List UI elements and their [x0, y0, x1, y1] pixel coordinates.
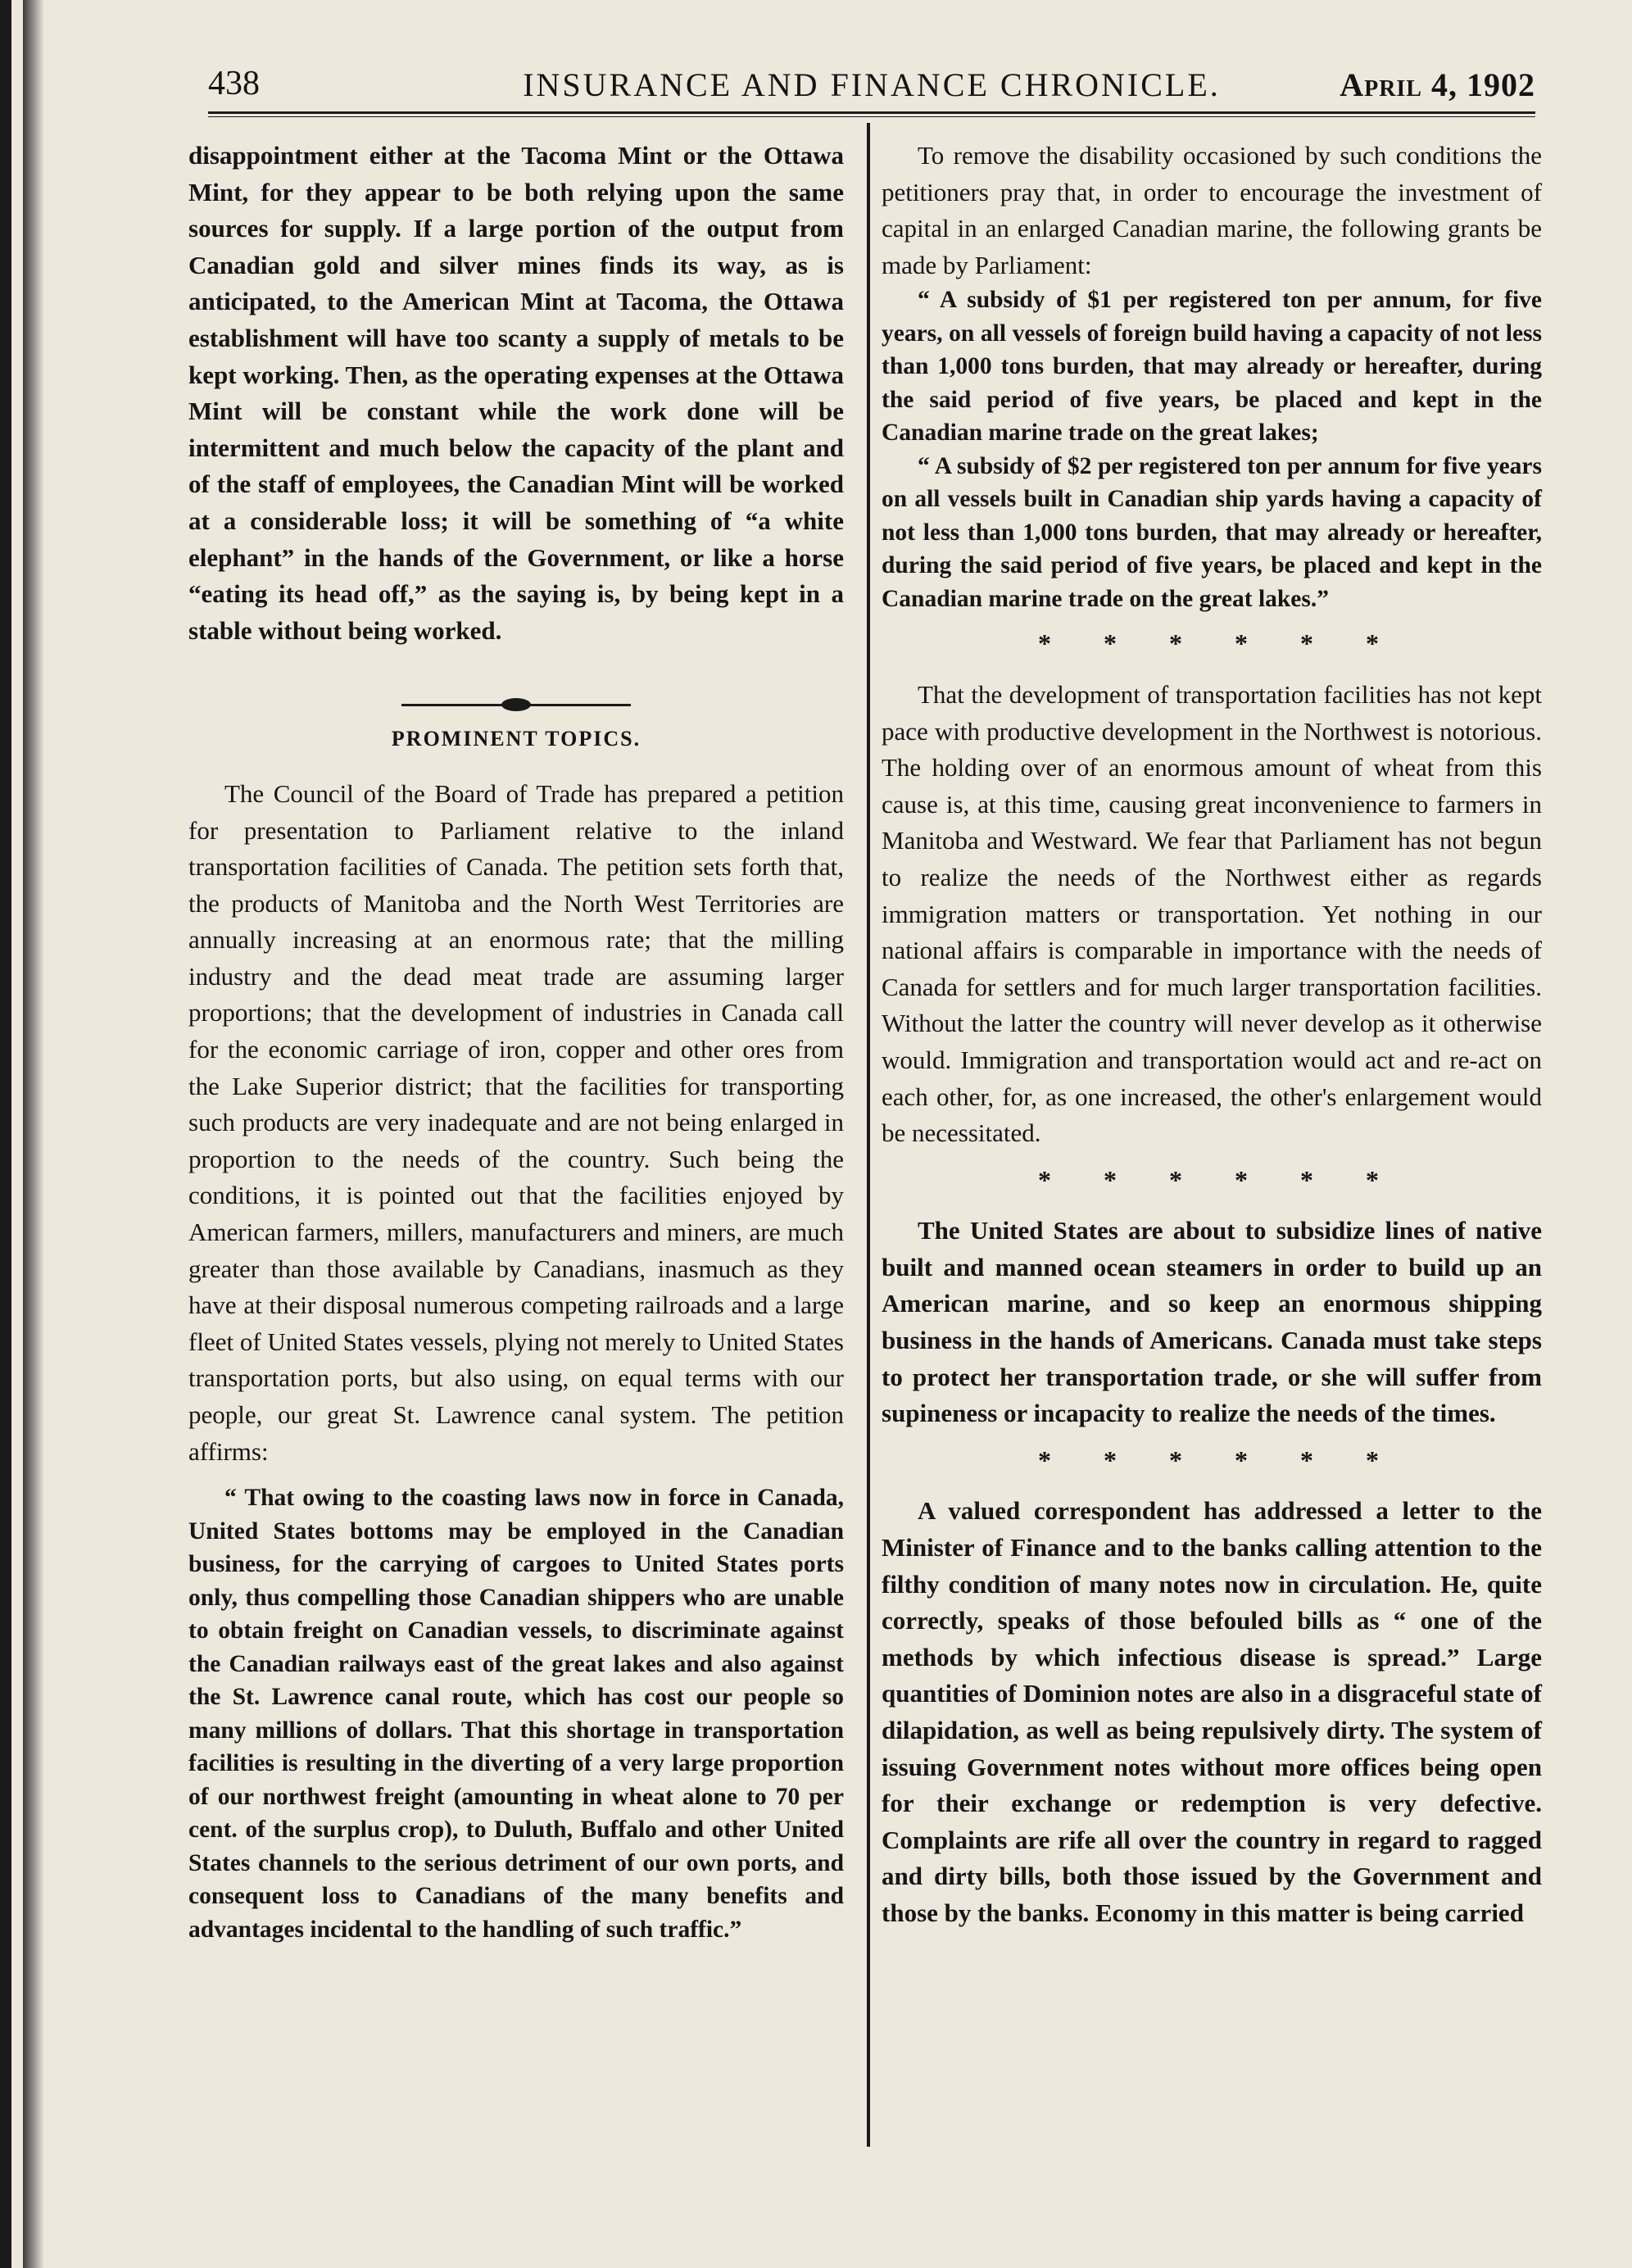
paragraph-gap — [188, 1470, 844, 1481]
petition-intro-paragraph: The Council of the Board of Trade has prepared a petition for presentation to Parliament relative to the inland transportation facilities of Canada. The petition sets forth that, the products of Manitoba and the North West Territories are annually increasing at an enormous rate; that the milling industry and the dead meat trade are assuming larger proportions; that the development of industries in Canada call for the economic carriage of iron, copper and other ores from the Lake Superior district; that the facilities for transporting such products are very inadequate and are not being enlarged in proportion to the needs of the country. Such being the conditions, it is pointed out that the facilities enjoyed by American farmers, millers, manufacturers and miners, are much greater than those available by Canadians, inasmuch as they have at their disposal numerous competing railroads and a large fleet of United States vessels, plying not merely to United States transportation ports, but also using, on equal terms with our people, our great St. Lawrence canal system. The petition affirms: — [188, 778, 844, 1466]
running-title: INSURANCE AND FINANCE CHRONICLE. — [523, 66, 1221, 103]
section-separator: * * * * * * — [1038, 1445, 1385, 1475]
northwest-paragraph: That the development of transportation facilities has not kept pace with productive development in the Northwest is notorious. The holding over of an enormous amount of wheat from this cause is, at this time, causing great inconvenience to farmers in Manitoba and Westward. We fear that Parliament has not begun to realize the needs of the Northwest either as regards immigration matters or transportation. Yet nothing in our national affairs is comparable in importance with the needs of Canada for settlers and for much larger transportation facilities. Without the latter the country will never develop as it otherwise would. Immigration and transportation would act and re-act on each other, for, as one increased, the other's enlargement would be necessitated. — [882, 679, 1542, 1148]
page-header — [208, 64, 1535, 113]
left-column — [188, 138, 844, 1946]
grant-two-quote: “ A subsidy of $2 per registered ton per annum for five years on all vessels built in Canadian ship yards having a capacity of not less than 1,000 tons burden, that may already or hereafter, during the said period of five years, be placed and kept in the Canadian marine trade on the great lakes.” — [882, 452, 1542, 612]
grants-intro-paragraph: To remove the disability occasioned by such conditions the petitioners pray that, in order to encourage the investment of capital in an enlarged Canadian marine, the following grants be made by Parliament: — [882, 141, 1542, 279]
right-column — [882, 138, 1542, 1932]
united-states-paragraph: The United States are about to subsidize lines of native built and manned ocean steamers in order to build up an American marine, and so keep an enormous shipping business in the hands of Americans. Canada must take steps to protect her transportation trade, or she will suffer from supineness or incapacity to realize the needs of the times. — [882, 1216, 1542, 1428]
ornament-diamond-icon — [501, 698, 531, 711]
section-ornament — [401, 696, 631, 713]
column-divider — [867, 123, 870, 2147]
issue-date: April 4, 1902 — [1340, 66, 1535, 103]
petition-quote: “ That owing to the coasting laws now in force in Canada, United States bottoms may be employed in the Canadian business, for the carrying of cargoes to United States ports only, thus compelling those Canadian shippers who are unable to obtain freight on Canadian vessels, to discriminate against the Canadian railways east of the great lakes and also against the St. Lawrence canal route, which has cost our people so many millions of dollars. That this shortage in transportation facilities is resulting in the diverting of a very large proportion of our northwest freight (amounting in wheat alone to 70 per cent. of the surplus crop), to Duluth, Buffalo and other United States channels to the serious detriment of our own ports, and consequent loss to Canadians of the many benefits and advantages incidental to the handling of such traffic.” — [188, 1485, 844, 1943]
section-separator: * * * * * * — [1038, 628, 1385, 659]
section-heading: PROMINENT TOPICS. — [391, 727, 641, 751]
mint-continuation-paragraph: disappointment either at the Tacoma Mint or the Ottawa Mint, for they appear to be both relying upon the same sources for supply. If a large portion of the output from Canadian gold and silver mines finds its way, as is anticipated, to the American Mint at Tacoma, the Ottawa establishment will have too scanty a supply of metals to be kept working. Then, as the operating expenses at the Ottawa Mint will be constant while the work done will be intermittent and much below the capacity of the plant and of the staff of employees, the Canadian Mint will be worked at a considerable loss; it will be something of “a white elephant” in the hands of the Government, or like a horse “eating its head off,” as the saying is, by being kept in a stable without being worked. — [188, 141, 844, 645]
header-rule — [208, 111, 1535, 117]
binding-shadow — [23, 0, 44, 2268]
grant-one-quote: “ A subsidy of $1 per registered ton per annum, for five years, on all vessels of foreign build having a capacity of not less than 1,000 tons burden, that may already or hereafter, during the said period of five years, be placed and kept in the Canadian marine trade on the great lakes; — [882, 287, 1542, 447]
bank-notes-paragraph: A valued correspondent has addressed a letter to the Minister of Finance and to the banks calling attention to the filthy condition of many notes now in circulation. He, quite correctly, speaks of those befouled bills as “ one of the methods by which infectious disease is spread.” Large quantities of Dominion notes are also in a disgraceful state of dilapidation, as well as being repulsively dirty. The system of issuing Government notes without more offices being open for their exchange or redemption is very defective. Complaints are rife all over the country in regard to ragged and dirty bills, both those issued by the Government and those by the banks. Economy in this matter is being carried — [882, 1496, 1542, 1927]
section-separator: * * * * * * — [1038, 1164, 1385, 1195]
page-number: 438 — [208, 65, 260, 102]
